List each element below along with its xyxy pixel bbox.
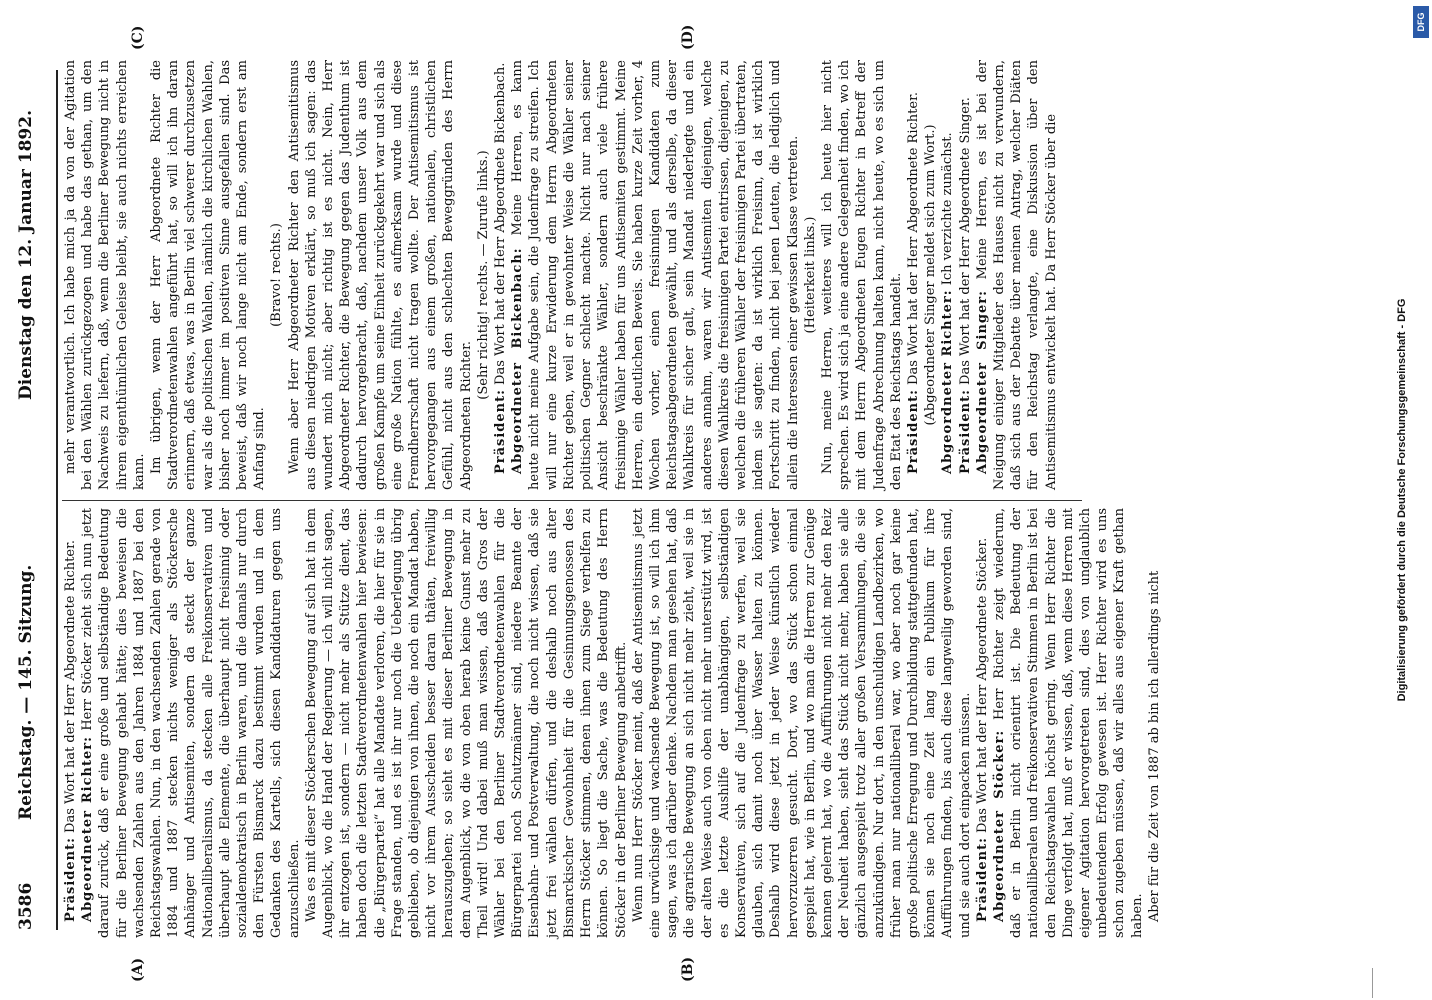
right-column: [62, 60, 1082, 490]
paragraph: [62, 508, 79, 938]
paragraph-text: Ich verzichte zunächst.: [940, 132, 956, 286]
paragraph-text: (Sehr richtig! rechts. — Zurufe links.): [475, 150, 491, 400]
paragraph: [286, 60, 475, 490]
paragraph: [1146, 508, 1163, 938]
digitization-footer: [1372, 0, 1432, 1000]
paragraph-text: Das Wort hat der Herr Abgeordnete Richter.: [905, 92, 921, 385]
paragraph: [303, 508, 630, 938]
column-divider: [62, 500, 1082, 501]
paragraph-text: Das Wort hat der Herr Abgeordnete Singer.: [957, 97, 973, 385]
session-date: Dienstag den 12. Januar 1892.: [16, 110, 36, 400]
paragraph-text: (Heiterkeit links.): [802, 216, 818, 334]
speaker-label: Präsident:: [63, 837, 78, 922]
paragraph: [475, 60, 492, 490]
dfg-logo: [1413, 6, 1429, 38]
paragraph: [939, 60, 956, 490]
paragraph-text: Nun, meine Herren, weiteres will ich heute hier nicht sprechen. Es wird sich ja eine andere Gelegenheit finden, wo ich mit dem Herrn Abgeordneten Eugen Richter in Betreff der Judenfrage Abrechnung halten kann, nicht heute, wo es sich um den Etat des Reichstags handelt.: [819, 60, 904, 490]
paragraph: [974, 60, 1060, 490]
speaker-label: Abgeordneter Richter:: [80, 736, 96, 922]
paragraph: [991, 508, 1146, 938]
margin-letter-c: (C): [130, 25, 146, 50]
paragraph-text: Herr Stöcker zieht sich nun jetzt darauf zurück, daß er eine große und selbständige Bedeutung für die Berliner Bewegung gehabt hätte; dies beweisen die wachsenden Zahlen aus den Jahren 1884 und 1887 bei den Reichstagswahlen. Nun, in den wachsenden Zahlen gerade von 1884 und 1887 stecken nichts weniger als Stöckersche Anhänger und Antisemiten, sondern da steckt der ganze Nationalliberalismus, da stecken alle Freikonservativen und überhaupt alle Elemente, die überhaupt nicht freisinnig oder sozialdemokratisch in Berlin waren, und die damals nur durch den Fürsten Bismarck dazu bestimmt wurden und in dem Gedanken des Kartells, sich diesen Kandidaturen gegen uns anzuschließen.: [80, 508, 302, 938]
paragraph: [492, 60, 509, 490]
margin-letter-d: (D): [680, 24, 696, 50]
speaker-label: Abgeordneter Stöcker:: [991, 729, 1007, 922]
margin-letter-a: (A): [130, 957, 146, 982]
paragraph: [819, 60, 905, 490]
left-column: [62, 508, 1162, 938]
paragraph-text: Aber für die Zeit von 1887 ab bin ich allerdings nicht: [1146, 570, 1162, 922]
margin-letter-b: (B): [680, 956, 696, 982]
paragraph-text: mehr verantwortlich. Ich habe mich ja da von der Agitation bei den Wählen zurückgezogen und habe das gethan, um den Nachweis zu liefern, daß, wenn die Berliner Bewegung nicht in ihrem eigenthümlichen Geleise bleibt, sie auch nichts erreichen kann.: [63, 60, 147, 490]
paragraph-text: Das Wort hat der Herr Abgeordnete Richter.: [63, 540, 78, 833]
page-header: [16, 70, 52, 930]
paragraph-text: Meine Herren, es ist bei der Neigung einiger Mitglieder des Hauses nicht zu verwundern, daß sich aus der Debatte über meinen Antrag, welcher Diäten für den Reichstag verlangte, eine Diskussion über den Antisemitismus entwickelt hat. Da Herr Stöcker über die: [974, 60, 1059, 490]
paragraph-text: (Bravo! rechts.): [269, 223, 285, 327]
paragraph: [922, 60, 939, 490]
paragraph: [148, 60, 268, 490]
paragraph: [974, 508, 991, 938]
paragraph: [802, 60, 819, 490]
speaker-label: Abgeordneter Singer:: [974, 290, 990, 474]
paragraph: [509, 60, 801, 490]
speaker-label: Präsident:: [905, 389, 921, 474]
paragraph-text: Herr Richter zeigt wiederum, daß er in Berlin nicht orientirt ist. Die Bedeutung der nationalliberalen und freikonservativen Stimmen in Berlin ist bei den Reichstagswahlen höchst gering. Wenn Herr Richter die Dinge verfolgt hat, muß er wissen, daß, wenn diese Herren mit eigener Agitation hervorgetreten sind, dies von unglaublich unbedeutendem Erfolg gewesen ist. Herr Richter wird es uns schon zugeben müssen, daß wir alles aus eigener Kraft gethan haben.: [991, 508, 1145, 938]
speaker-label: Präsident:: [974, 837, 990, 922]
paragraph: [79, 508, 303, 938]
page-number: 3586: [16, 882, 36, 930]
header-rule: [56, 70, 58, 930]
paragraph-text: Meine Herren, es kann heute nicht meine Aufgabe sein, die Judenfrage zu streifen. Ich will nur eine kurze Erwiderung dem Herrn Abgeordneten Richter geben, weil er in gewohnter Weise die Wähler seiner politischen Gegner schlecht machte. Nicht nur nach seiner Ansicht beschränkte Wähler, sondern auch viele frühere freisinnige Wähler haben für uns Antisemiten gestimmt. Meine Herren, ein deutlichen Beweis. Sie haben kurze Zeit vorher, 4 Wochen vorher, einen freisinnigen Kandidaten zum Reichstagsabgeordneten gewählt, und als derselbe, da dieser Wahlkreis für sicher galt, sein Mandat niederlegte und ein anderes annahm, waren wir Antisemiten diejenigen, welche diesen Wahlkreis die freisinnigen Partei entrissen, diejenigen, zu welchen die früheren Wähler der freisinnigen Partei übertraten, indem sie sagten: da ist wirklich Freisinn, da ist wirklich Fortschritt zu finden, nicht bei jenen Leuten, die lediglich und allein die Interessen einer gewissen Klasse vertreten.: [510, 60, 801, 490]
paragraph-text: Was es mit dieser Stöckerschen Bewegung auf sich hat in dem Augenblick, wo die Hand der Regierung — ich will nicht sagen, ihr entzogen ist, sondern — nicht mehr als Stütze dient, das haben doch die letzten Stadtverordnetenwahlen hier bewiesen: die „Bürgerpartei“ hat alle Mandate verloren, die hier für sie in Frage standen, und es ist ihr nur noch die Ueberlegung übrig geblieben, ob diejenigen von ihnen, die noch ein Mandat haben, nicht vor ihrem Ausscheiden besser daran thäten, freiwillig herauszugehen; so sieht es mit dieser Berliner Bewegung in dem Augenblick, wo die von oben herab keine Gunst mehr zu Theil wird! Und dabei muß man wissen, daß das Gros der Wähler bei den Berliner Stadtverordnetenwahlen für die Bürgerpartei noch Schutzmänner sind, niedere Beamte der Eisenbahn- und Postverwaltung, die noch nicht wissen, daß sie jetzt frei wählen dürfen, und die deshalb noch aus alter Bismarckischer Gewohnheit für die Gesinnungsgenossen des Herrn Stöcker stimmen, denen ihnen zum Siege verhelfen zu können. So liegt die Sache, was die Bedeutung des Herrn Stöcker in der Berliner Bewegung anbetrifft.: [303, 508, 629, 938]
paragraph: [268, 60, 285, 490]
paragraph-text: Im übrigen, wenn der Herr Abgeordnete Richter die Stadtverordnetenwahlen angeführt hat, so will ich ihn daran erinnern, daß etwas, was in Berlin viel schwerer durchzusetzen war als die politischen Wahlen, nämlich die kirchlichen Wahlen, bisher noch immer im positiven Sinne ausgefallen sind. Das beweist, daß wir noch lange nicht am Ende, sondern erst am Anfang sind.: [149, 60, 268, 490]
paragraph-text: Das Wort hat der Herr Abgeordnete Stöcker.: [974, 537, 990, 833]
scan-edge-mark: [1372, 968, 1387, 998]
paragraph: [957, 60, 974, 490]
dfg-logo-label: DFG: [1416, 12, 1426, 32]
paragraph-text: Wenn nun Herr Stöcker meint, daß der Antisemitismus jetzt eine urwüchsige und wachsende Bewegung ist, so will ich ihm sagen, was ich darüber denke. Nachdem man gesehen hat, daß die agrarische Bewegung an sich nicht mehr zieht, weil sie in der alten Weise auch von oben nicht mehr unterstützt wird, ist es die letzte Aushilfe der unabhängigen, selbständigen Konservativen, sich auf die Judenfrage zu werfen, weil sie glauben, sich damit noch über Wasser halten zu können. Deshalb wird diese jetzt in jeder Weise künstlich wieder hervorzuzerren gesucht. Dort, wo das Stück schon einmal gespielt hat, wie in Berlin, und wo man die Herren zur Genüge kennen gelernt hat, wo die Aufführungen nicht mehr den Reiz der Neuheit haben, sieht das Stück nicht mehr, haben sie alle gänzlich ausgespielt trotz aller großen Versammlungen, die sie anzukündigen. Nur dort, in den unschuldigen Landbezirken, wo früher man nur nationalliberal war, wo aber noch gar keine große politische Erregung und Durchbildung stattgefunden hat, können sie noch eine Zeit lang ein Publikum für ihre Aufführungen finden, bis auch diese langweilig geworden sind, und sie auch dort einpacken müssen.: [630, 508, 973, 938]
paragraph: [62, 60, 148, 490]
speaker-label: Präsident:: [957, 389, 973, 474]
digitization-note: Digitalisierung gefördert durch die Deutsche Forschungsgemeinschaft - DFG: [1396, 298, 1408, 702]
session-title: Reichstag. — 145. Sitzung.: [16, 564, 36, 820]
paragraph: [905, 60, 922, 490]
speaker-label: Abgeordneter Richter:: [940, 289, 956, 474]
paragraph-text: Wenn aber Herr Abgeordneter Richter den Antisemitismus aus diesen niedrigen Motiven erklärt, so muß ich sagen: das wundert mich nicht; aber richtig ist es nicht. Nein, Herr Abgeordneter Richter, die Bewegung gegen das Judenthum ist dadurch hervorgebracht, daß, nachdem unser Volk aus dem großen Kampfe um seine Einheit zurückgekehrt war und sich als eine große Nation fühlte, es aufmerksam wurde und diese Fremdherrschaft nicht tragen wollte. Der Antisemitismus ist hervorgegangen aus einem großen, nationalen, christlichen Gefühl, nicht aus den schlechten Beweggründen des Herrn Abgeordneten Richter.: [286, 60, 474, 490]
paragraph-text: Das Wort hat der Herr Abgeordnete Bickenbach.: [493, 62, 509, 385]
paragraph: [630, 508, 974, 938]
paragraph-text: (Abgeordneter Singer meldet sich zum Wort.): [923, 124, 939, 426]
speaker-label: Abgeordneter Bickenbach:: [510, 247, 526, 474]
speaker-label: Präsident:: [493, 389, 509, 474]
